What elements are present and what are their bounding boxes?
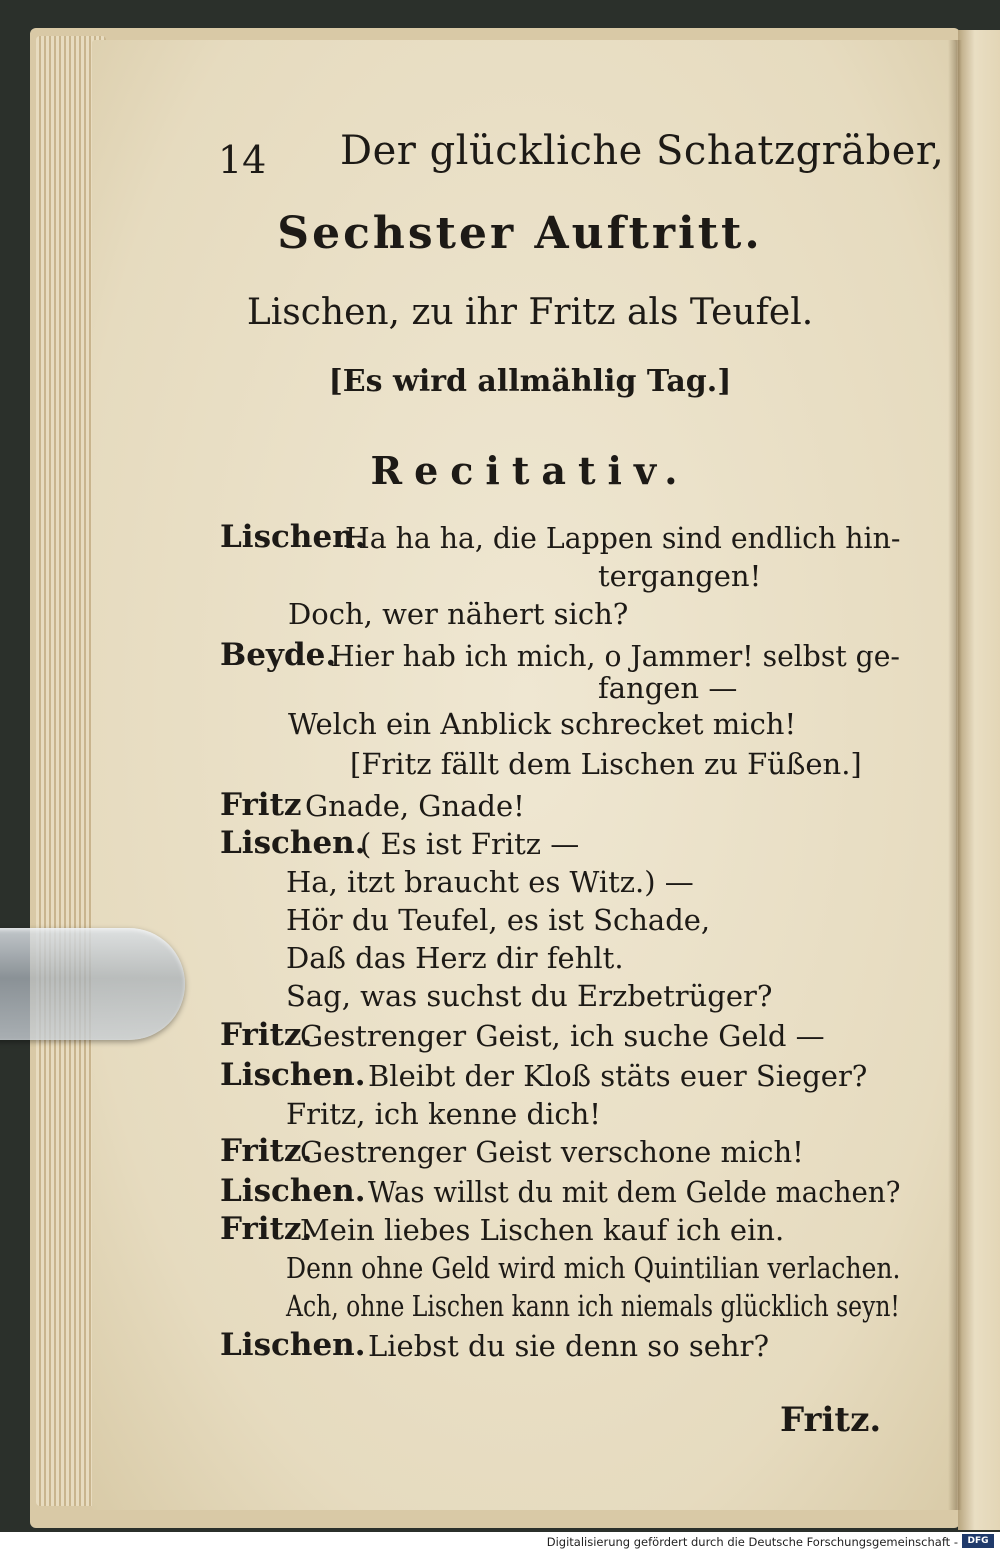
- dialogue-line: Ach, ohne Lischen kann ich niemals glücklich seyn!: [286, 1289, 900, 1323]
- dfg-logo: DFG: [962, 1534, 994, 1548]
- credit-text: Digitalisierung gefördert durch die Deutsche Forschungsgemeinschaft -: [546, 1535, 958, 1549]
- dialogue-line: Doch, wer nähert sich?: [288, 597, 629, 631]
- dialogue-line: tergangen!: [598, 559, 762, 593]
- cast-list: Lischen, zu ihr Fritz als Teufel.: [246, 292, 814, 333]
- dialogue-line: Daß das Herz dir fehlt.: [286, 941, 624, 975]
- dialogue-line: Bleibt der Kloß stäts euer Sieger?: [368, 1059, 868, 1093]
- speaker-name: Lischen.: [220, 519, 366, 555]
- dialogue-line: Welch ein Anblick schrecket mich!: [288, 707, 797, 741]
- dialogue-line: Gestrenger Geist, ich suche Geld —: [300, 1019, 825, 1053]
- dialogue-line: Hier hab ich mich, o Jammer! selbst ge-: [330, 639, 900, 673]
- dialogue-line: fangen —: [598, 671, 738, 705]
- dialogue-line: Fritz, ich kenne dich!: [286, 1097, 601, 1131]
- catchword: Fritz.: [780, 1400, 882, 1440]
- speaker-name: Lischen.: [220, 1327, 366, 1363]
- dialogue-line: Gestrenger Geist verschone mich!: [300, 1135, 804, 1169]
- dialogue-line: Was willst du mit dem Gelde machen?: [368, 1175, 901, 1209]
- dialogue-line: ( Es ist Fritz —: [360, 827, 580, 861]
- stage-direction: [Es wird allmählig Tag.]: [328, 364, 732, 399]
- speaker-name: Lischen.: [220, 825, 366, 861]
- page-number: 14: [218, 138, 267, 182]
- dialogue-line: Ha ha ha, die Lappen sind endlich hin-: [345, 521, 901, 555]
- section-heading: Recitativ.: [370, 448, 690, 493]
- dialogue-line: Sag, was suchst du Erzbetrüger?: [286, 979, 773, 1013]
- scene-title: Sechster Auftritt.: [277, 208, 763, 259]
- dialogue-line: Ha, itzt braucht es Witz.) —: [286, 865, 694, 899]
- running-head: Der glückliche Schatzgräber,: [340, 128, 945, 174]
- dialogue-line: Gnade, Gnade!: [305, 789, 525, 823]
- speaker-name: Fritz.: [220, 1017, 313, 1053]
- speaker-name: Fritz: [220, 787, 302, 823]
- gutter-crease: [948, 40, 962, 1510]
- speaker-name: Fritz.: [220, 1211, 313, 1247]
- dialogue-line: Liebst du sie denn so sehr?: [368, 1329, 770, 1363]
- speaker-name: Lischen.: [220, 1057, 366, 1093]
- speaker-name: Fritz.: [220, 1133, 313, 1169]
- dialogue-line: Denn ohne Geld wird mich Quintilian verlachen.: [286, 1251, 901, 1285]
- dialogue-line: [Fritz fällt dem Lischen zu Füßen.]: [350, 747, 862, 781]
- dialogue-line: Hör du Teufel, es ist Schade,: [286, 903, 711, 937]
- book-clamp-clip: [0, 928, 185, 1040]
- speaker-name: Lischen.: [220, 1173, 366, 1209]
- dialogue-line: Mein liebes Lischen kauf ich ein.: [300, 1213, 785, 1247]
- speaker-name: Beyde.: [220, 637, 337, 673]
